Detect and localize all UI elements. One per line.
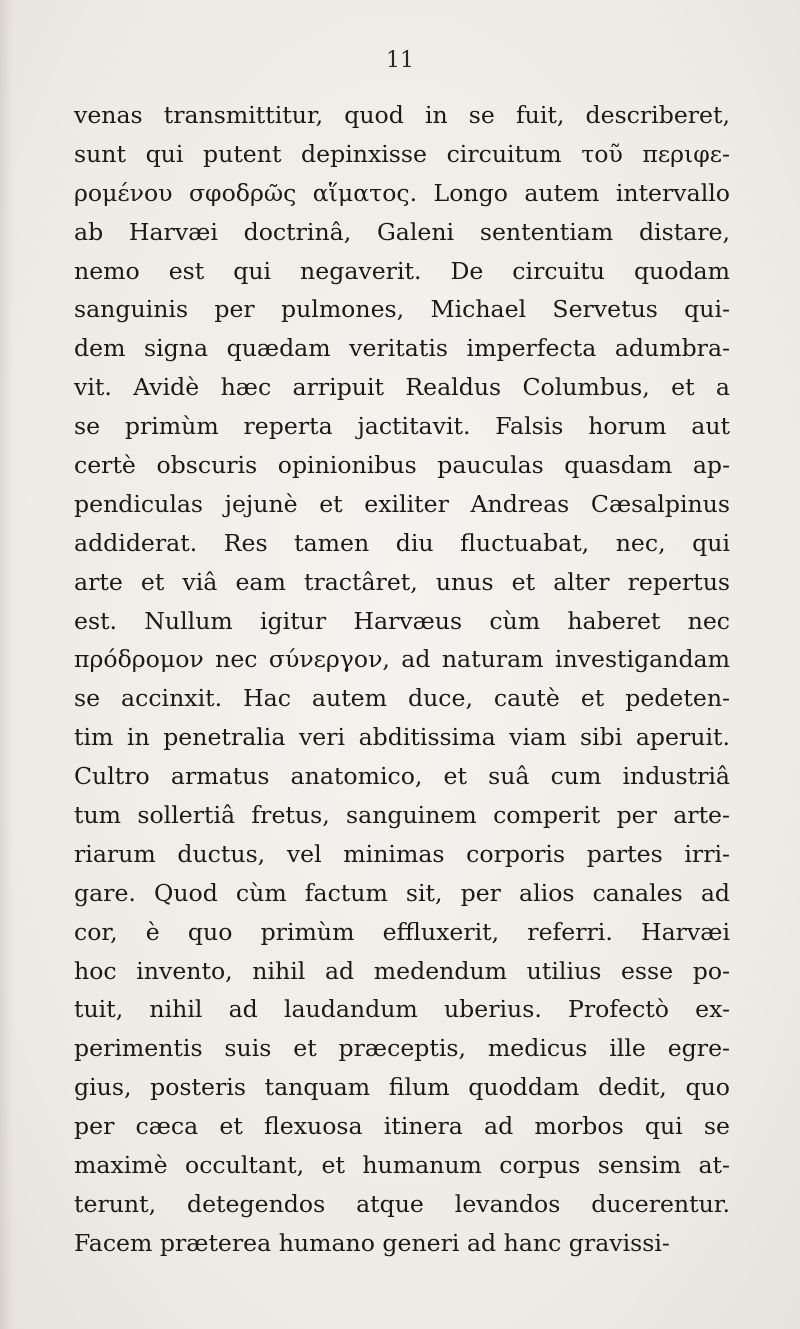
text-line-20: riarum ductus, vel minimas corporis partes irri- — [74, 839, 730, 868]
text-line-6: sanguinis per pulmones, Michael Servetus qui- — [74, 295, 730, 324]
text-line-7: dem signa quædam veritatis imperfecta adumbra- — [74, 334, 730, 363]
text-line-27: per cæca et flexuosa itinera ad morbos qui se — [74, 1112, 730, 1141]
text-line-10: certè obscuris opinionibus pauculas quasdam ap- — [74, 451, 730, 480]
text-line-4: ab Harvæi doctrinâ, Galeni sententiam distare, — [74, 217, 730, 246]
text-line-11: pendiculas jejunè et exiliter Andreas Cæsalpinus — [74, 489, 730, 518]
text-line-17: tim in penetralia veri abditissima viam sibi aperuit. — [74, 723, 730, 752]
text-line-16: se accinxit. Hac autem duce, cautè et pedeten- — [74, 684, 730, 713]
text-line-23: hoc invento, nihil ad medendum utilius esse po- — [74, 956, 730, 985]
text-line-26: gius, posteris tanquam filum quoddam dedit, quo — [74, 1073, 730, 1102]
text-line-14: est. Nullum igitur Harvæus cùm haberet nec — [74, 606, 730, 635]
text-line-12: addiderat. Res tamen diu fluctuabat, nec, qui — [74, 528, 730, 557]
text-line-29: terunt, detegendos atque levandos ducerentur. — [74, 1189, 730, 1218]
text-line-15: πρόδρομον nec σύνεργον, ad naturam investigandam — [74, 645, 730, 674]
text-line-19: tum sollertiâ fretus, sanguinem comperit per arte- — [74, 801, 730, 830]
body-text — [74, 96, 730, 1263]
page-number: 11 — [386, 48, 414, 73]
text-line-5: nemo est qui negaverit. De circuitu quodam — [74, 256, 730, 285]
text-line-9: se primùm reperta jactitavit. Falsis horum aut — [74, 412, 730, 441]
text-line-24: tuit, nihil ad laudandum uberius. Profectò ex- — [74, 995, 730, 1024]
text-line-30: Facem præterea humano generi ad hanc gravissi- — [74, 1228, 670, 1257]
text-line-1: venas transmittitur, quod in se fuit, describeret, — [74, 101, 730, 129]
text-line-21: gare. Quod cùm factum sit, per alios canales ad — [74, 878, 730, 907]
text-line-22: cor, è quo primùm effluxerit, referri. Harvæi — [74, 917, 730, 946]
text-line-8: vit. Avidè hæc arripuit Realdus Columbus, et a — [74, 373, 730, 402]
text-line-2: sunt qui putent depinxisse circuitum τοῦ περιφε- — [74, 139, 730, 168]
text-line-3: ρομένου σφοδρῶς αἵματος. Longo autem intervallo — [74, 178, 730, 207]
text-line-25: perimentis suis et præceptis, medicus ille egre- — [74, 1034, 730, 1063]
page-edge-shadow — [0, 0, 14, 1329]
text-line-13: arte et viâ eam tractâret, unus et alter repertus — [74, 567, 730, 596]
text-line-18: Cultro armatus anatomico, et suâ cum industriâ — [74, 762, 730, 791]
text-line-28: maximè occultant, et humanum corpus sensim at- — [74, 1151, 730, 1180]
